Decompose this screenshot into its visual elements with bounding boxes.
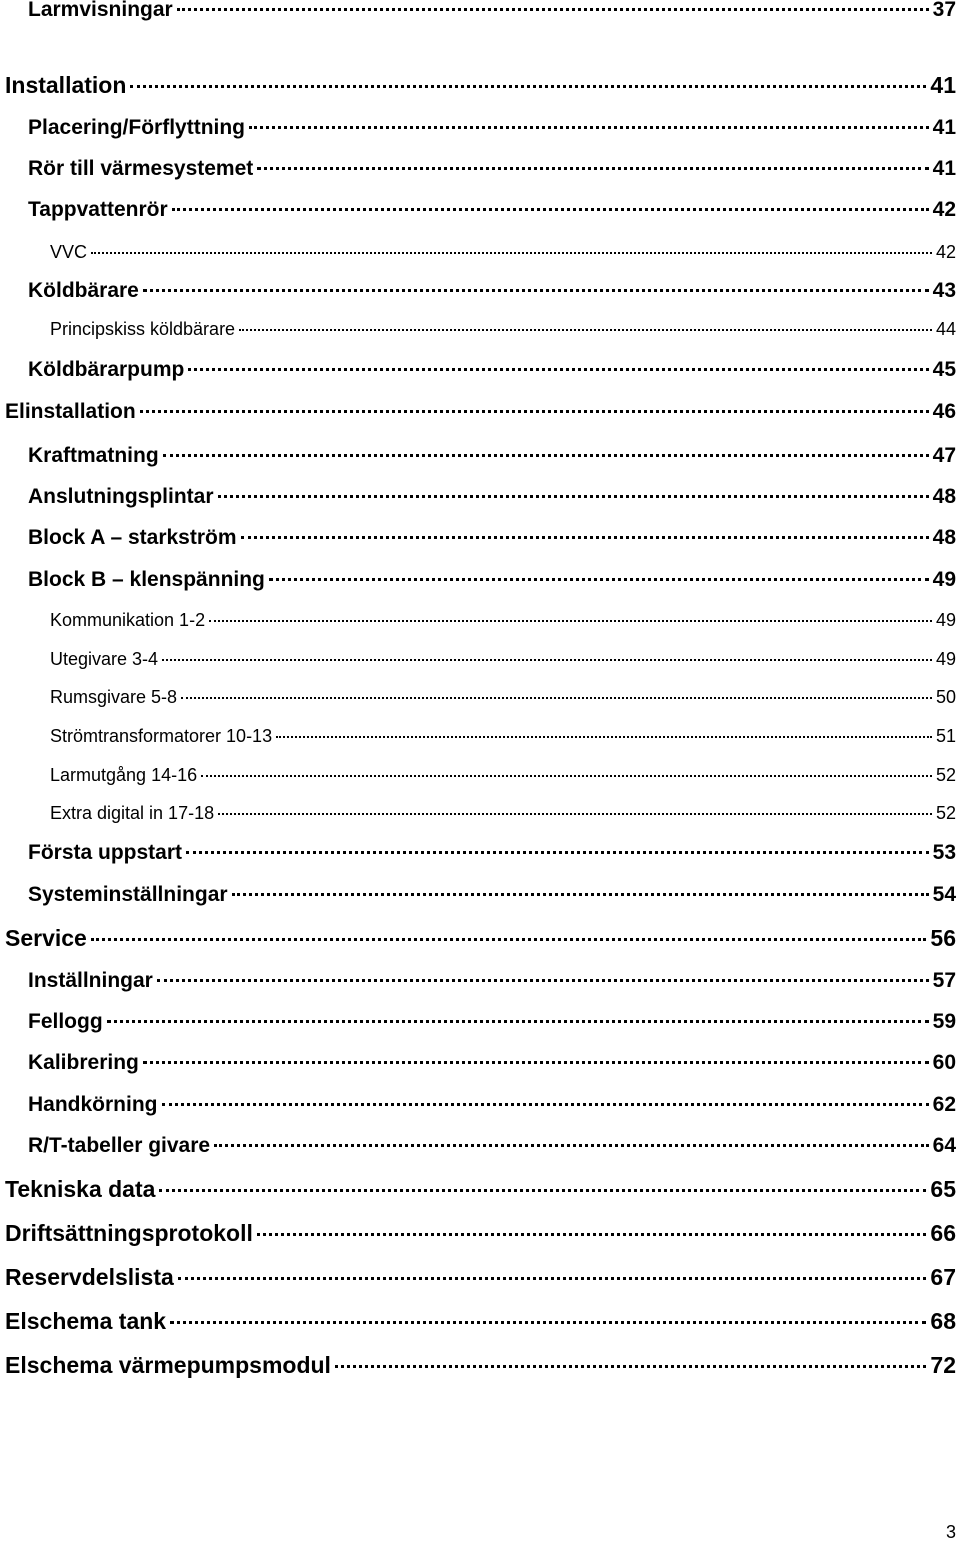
dot-leader	[257, 167, 928, 170]
toc-entry-handkorning[interactable]	[0, 1093, 960, 1117]
toc-entry-page: 64	[932, 1134, 956, 1157]
toc-entry-page: 43	[932, 279, 956, 302]
dot-leader	[188, 368, 928, 371]
toc-entry-utegivare[interactable]	[0, 649, 960, 670]
dot-leader	[201, 775, 932, 777]
toc-entry-label: Tekniska data	[5, 1176, 156, 1202]
toc-entry-label: Elschema tank	[5, 1308, 167, 1334]
toc-entry-page: 49	[932, 568, 956, 591]
dot-leader	[162, 659, 932, 661]
toc-entry-label: Block A – starkström	[28, 526, 237, 549]
dot-leader	[163, 454, 929, 457]
toc-entry-page: 50	[935, 687, 956, 707]
toc-entry-page: 47	[932, 444, 956, 467]
toc-entry-page: 68	[930, 1308, 956, 1334]
toc-entry-label: Tappvattenrör	[28, 198, 168, 221]
toc-entry-label: Larmvisningar	[28, 0, 173, 21]
dot-leader	[172, 208, 929, 211]
dot-leader	[209, 620, 932, 622]
toc-entry-label: Reservdelslista	[5, 1264, 174, 1290]
toc-entry-forsta-uppstart[interactable]	[0, 841, 960, 865]
dot-leader	[181, 697, 932, 699]
toc-entry-principskiss[interactable]	[0, 319, 960, 340]
toc-entry-label: Fellogg	[28, 1010, 103, 1033]
toc-entry-vvc[interactable]	[0, 242, 960, 263]
toc-entry-label: VVC	[50, 242, 88, 262]
toc-entry-label: Kalibrering	[28, 1051, 139, 1074]
toc-entry-page: 62	[932, 1093, 956, 1116]
toc-entry-block-b[interactable]	[0, 568, 960, 592]
toc-entry-label: Elinstallation	[5, 400, 136, 423]
toc-entry-page: 48	[932, 485, 956, 508]
dot-leader	[178, 1277, 927, 1280]
toc-entry-page: 41	[932, 116, 956, 139]
dot-leader	[143, 289, 929, 292]
dot-leader	[335, 1365, 926, 1368]
dot-leader	[239, 329, 932, 331]
dot-leader	[140, 410, 929, 413]
toc-entry-label: Placering/Förflyttning	[28, 116, 246, 139]
toc-entry-kraftmatning[interactable]	[0, 444, 960, 468]
toc-entry-koldbarare[interactable]	[0, 279, 960, 303]
toc-entry-larmutgang[interactable]	[0, 765, 960, 786]
toc-entry-page: 66	[930, 1220, 956, 1246]
toc-entry-label: Extra digital in 17-18	[50, 803, 215, 823]
toc-entry-label: Handkörning	[28, 1093, 158, 1116]
toc-entry-label: Utegivare 3-4	[50, 649, 159, 669]
dot-leader	[232, 893, 929, 896]
toc-entry-page: 67	[930, 1264, 956, 1290]
dot-leader	[218, 813, 932, 815]
toc-entry-label: Köldbärarpump	[28, 358, 185, 381]
toc-entry-page: 42	[932, 198, 956, 221]
toc-entry-page: 48	[932, 526, 956, 549]
toc-entry-systeminstallningar[interactable]	[0, 883, 960, 907]
toc-entry-page: 45	[932, 358, 956, 381]
dot-leader	[177, 8, 929, 11]
dot-leader	[269, 578, 929, 581]
toc-entry-page: 49	[935, 649, 956, 669]
toc-entry-block-a[interactable]	[0, 526, 960, 550]
toc-entry-reservdelslista[interactable]	[0, 1264, 960, 1291]
dot-leader	[241, 536, 929, 539]
toc-entry-page: 42	[935, 242, 956, 262]
toc-entry-fellogg[interactable]	[0, 1010, 960, 1034]
dot-leader	[159, 1189, 926, 1192]
dot-leader	[143, 1061, 929, 1064]
toc-entry-label: Rumsgivare 5-8	[50, 687, 178, 707]
toc-entry-label: Köldbärare	[28, 279, 139, 302]
toc-entry-label: Kraftmatning	[28, 444, 159, 467]
toc-entry-page: 51	[935, 726, 956, 746]
dot-leader	[257, 1233, 927, 1236]
dot-leader	[107, 1020, 929, 1023]
toc-entry-larmvisningar[interactable]	[0, 0, 960, 22]
dot-leader	[91, 938, 927, 941]
toc-entry-elschema-varmepumpsmodul[interactable]	[0, 1352, 960, 1379]
toc-entry-extra-digital[interactable]	[0, 803, 960, 824]
dot-leader	[249, 126, 929, 129]
toc-entry-ror-varmesystemet[interactable]	[0, 157, 960, 181]
toc-entry-page: 57	[932, 969, 956, 992]
toc-entry-label: Kommunikation 1-2	[50, 610, 206, 630]
dot-leader	[218, 495, 929, 498]
toc-entry-page: 65	[930, 1176, 956, 1202]
dot-leader	[170, 1321, 926, 1324]
toc-entry-label: Strömtransformatorer 10-13	[50, 726, 273, 746]
toc-entry-tappvattenror[interactable]	[0, 198, 960, 222]
toc-entry-label: Rör till värmesystemet	[28, 157, 254, 180]
toc-entry-page: 60	[932, 1051, 956, 1074]
toc-entry-label: Service	[5, 925, 87, 951]
toc-entry-page: 52	[935, 765, 956, 785]
dot-leader	[91, 252, 932, 254]
toc-entry-placering[interactable]	[0, 116, 960, 140]
toc-entry-page: 52	[935, 803, 956, 823]
toc-entry-page: 41	[932, 157, 956, 180]
toc-entry-label: Anslutningsplintar	[28, 485, 214, 508]
toc-entry-service[interactable]	[0, 925, 960, 952]
toc-entry-label: Driftsättningsprotokoll	[5, 1220, 253, 1246]
toc-entry-installation[interactable]	[0, 72, 960, 99]
toc-entry-kalibrering[interactable]	[0, 1051, 960, 1075]
toc-entry-page: 37	[932, 0, 956, 21]
toc-entry-label: Larmutgång 14-16	[50, 765, 198, 785]
toc-entry-rt-tabeller[interactable]	[0, 1134, 960, 1158]
toc-entry-label: Installation	[5, 72, 127, 98]
toc-entry-label: Block B – klenspänning	[28, 568, 265, 591]
toc-entry-elinstallation[interactable]	[0, 400, 960, 424]
dot-leader	[130, 85, 926, 88]
toc-entry-label: R/T-tabeller givare	[28, 1134, 211, 1157]
toc-entry-page: 56	[930, 925, 956, 951]
toc-entry-page: 49	[935, 610, 956, 630]
toc-entry-koldbararpump[interactable]	[0, 358, 960, 382]
toc-entry-anslutningsplintar[interactable]	[0, 485, 960, 509]
toc-entry-driftsattningsprotokoll[interactable]	[0, 1220, 960, 1247]
toc-entry-label: Elschema värmepumpsmodul	[5, 1352, 331, 1378]
toc-entry-page: 53	[932, 841, 956, 864]
dot-leader	[162, 1103, 929, 1106]
toc-entry-label: Inställningar	[28, 969, 153, 992]
dot-leader	[214, 1144, 929, 1147]
toc-entry-page: 59	[932, 1010, 956, 1033]
toc-entry-page: 72	[930, 1352, 956, 1378]
toc-entry-page: 54	[932, 883, 956, 906]
dot-leader	[276, 736, 932, 738]
toc-entry-page: 44	[935, 319, 956, 339]
page-number: 3	[945, 1522, 956, 1542]
toc-entry-page: 46	[932, 400, 956, 423]
toc-entry-label: Första uppstart	[28, 841, 183, 864]
toc-entry-stromtransformatorer[interactable]	[0, 726, 960, 747]
toc-entry-label: Principskiss köldbärare	[50, 319, 236, 339]
toc-entry-kommunikation[interactable]	[0, 610, 960, 631]
toc-entry-tekniska-data[interactable]	[0, 1176, 960, 1203]
dot-leader	[157, 979, 929, 982]
toc-entry-rumsgivare[interactable]	[0, 687, 960, 708]
dot-leader	[186, 851, 929, 854]
toc-entry-installningar[interactable]	[0, 969, 960, 993]
toc-entry-elschema-tank[interactable]	[0, 1308, 960, 1335]
toc-entry-page: 41	[930, 72, 956, 98]
toc-entry-label: Systeminställningar	[28, 883, 228, 906]
